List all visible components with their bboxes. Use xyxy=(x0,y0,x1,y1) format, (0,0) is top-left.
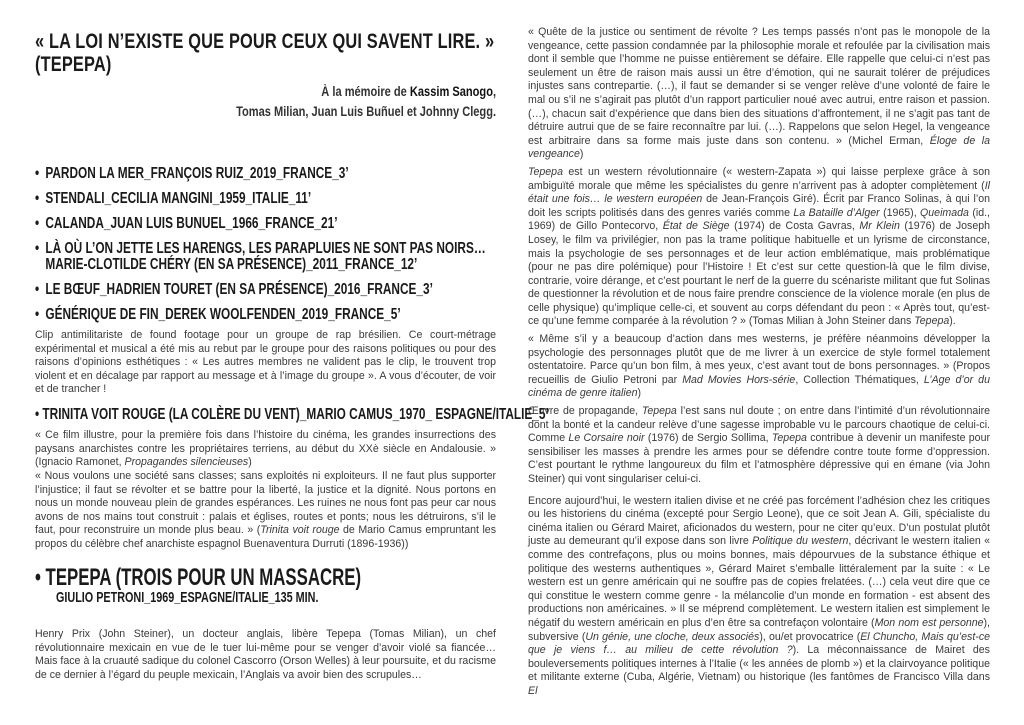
dedication-prefix: À la mémoire de xyxy=(321,84,410,99)
text: ) xyxy=(637,387,642,400)
bullet-icon: • xyxy=(35,306,40,323)
text: de Jean-François Giré). Écrit par Franco Solinas, à qui l’on doit les scripts politisés dans des genres variés comme xyxy=(528,193,990,219)
bullet-icon: • xyxy=(35,190,40,207)
bullet-icon: • xyxy=(35,215,40,232)
ramonet-quote xyxy=(35,429,496,470)
right-column xyxy=(528,26,990,703)
quote-end: ) xyxy=(579,148,584,161)
trinita-title: TRINITA VOIT ROUGE (LA COLÈRE DU VENT)_MARIO CAMUS_1970_ ESPAGNE/ITALIE_5’ xyxy=(42,406,549,423)
film-title-italic: Un génie, une cloche, deux associés xyxy=(585,630,760,643)
text: , Collection Thématiques, xyxy=(795,373,924,386)
film-title: CALANDA_JUAN LUIS BUNUEL_1966_FRANCE_21’ xyxy=(45,215,338,232)
clip-description: Clip antimilitariste de found footage pour un groupe de rap brésilien. Ce court-métrage expérimental et musical a été mis au rebut par le groupe pour des raisons politiques ou pour des raisons d’opinions esthétiques : « Les autres membres ne valident pas le clip, le trouvent trop violent et en décalage par rapport au message et à l’image du groupe ». A vous d’écouter, de voir et de trancher ! xyxy=(35,329,496,396)
quote-end: ) xyxy=(248,456,252,469)
film-title-italic: El xyxy=(528,684,538,697)
text: Œuvre de propagande, xyxy=(528,405,642,418)
text: ), subversive ( xyxy=(528,616,991,643)
film-item xyxy=(35,191,479,207)
film-title-italic: Mr Klein xyxy=(859,220,900,233)
bullet-icon: • xyxy=(35,281,40,298)
film-title-italic: Tepepa xyxy=(914,315,950,328)
trinita-heading xyxy=(35,406,549,423)
film-title-italic: Tepepa xyxy=(641,405,677,418)
film-title-italic: Trinita voit rouge xyxy=(260,524,340,537)
bullet-icon: • xyxy=(35,406,43,423)
film-title-italic: État de Siège xyxy=(662,220,730,233)
text: contribue à devenir un manifeste pour sensibiliser les masses à prendre les armes pour se défendre contre toute forme d’oppression. C’est pourtant le rythme langoureux du film et l’atmosphère dépressive qui en émane (via John Steiner) qui vont singulariser celui-ci. xyxy=(528,432,990,485)
western-italien-paragraph xyxy=(528,495,990,699)
text: , décrivant le western italien « comme des contrefaçons, plus ou moins bonnes, mais dépourvues de la substance éthique et politique des westerns authentiques », Gérard Mairet s’emballe littéralement par la suite : « Le western est un genre américain qui ne souffre pas de copies frelatées. (…) cela veut dire que ce qui constitue le western comme genre - la mélancolie d’un monde en formation - est absent des productions non américaines. » Il se méprend complètement. Le western italien est simplement le négatif du western américain en plus d’en être sa contrefaçon volontaire ( xyxy=(528,535,990,629)
film-title: LÀ OÙ L’ON JETTE LES HARENGS, LES PARAPLUIES NE SONT PAS NOIRS… xyxy=(45,240,486,257)
tepepa-synopsis: Henry Prix (John Steiner), un docteur anglais, libère Tepepa (Tomas Milian), un chef révolutionnaire mexicain en vue de le tuer lui-même pour se venger d’avoir violé sa fiancée… Mais face à la cruauté sadique du colonel Cascorro (Orson Welles) à leur poursuite, et du racisme de ce dernier à l’égard du peuple mexicain, l’Anglais va avoir bien des scrupules… xyxy=(35,628,496,681)
erman-quote xyxy=(528,26,990,162)
dedication xyxy=(0,82,512,122)
text: ), ou/et provocatrice ( xyxy=(759,630,861,643)
dedication-comma: , xyxy=(492,84,496,99)
bullet-icon: • xyxy=(35,240,40,257)
film-title: GÉNÉRIQUE DE FIN_DEREK WOOLFENDEN_2019_FRANCE_5’ xyxy=(45,306,401,323)
collection-title: L’Age d’or du cinéma de genre italien xyxy=(528,373,990,400)
film-title-italic: Tepepa xyxy=(771,432,807,445)
tepepa-subheading: GIULIO PETRONI_1969_ESPAGNE/ITALIE_135 MIN. xyxy=(56,589,319,606)
film-title: PARDON LA MER_FRANÇOIS RUIZ_2019_FRANCE_3’ xyxy=(45,165,349,182)
page-title: « LA LOI N’EXISTE QUE POUR CEUX QUI SAVENT LIRE. » (TEPEPA) xyxy=(35,30,495,76)
film-title-italic: La Bataille d’Alger xyxy=(793,206,880,219)
quote-end: de Mario Camus empruntant les propos du célèbre chef anarchiste espagnol Buenaventura Durruti (1896-1936)) xyxy=(35,524,496,550)
durruti-quote xyxy=(35,470,496,552)
text: (1974) de Costa Gavras, xyxy=(729,220,860,233)
bullet-icon: • xyxy=(35,165,40,182)
text: ). xyxy=(949,315,956,328)
quote-source: Éloge de la vengeance xyxy=(528,134,990,161)
book-title: Politique du western xyxy=(752,535,849,548)
bullet-icon: • xyxy=(35,564,46,591)
quote-text: « Même s’il y a beaucoup d’action dans mes westerns, je préfère néanmoins développer la psychologie des personnages plutôt que de me livrer à un exercice de style formel totalement ostentatoire. Parce qu’un bon film, à mes yeux, c’est avant tout de bons personnages. » (Propos recueillis de Giulio Petroni par xyxy=(528,333,990,386)
text: (1976) de Sergio Sollima, xyxy=(644,432,772,445)
text: (1965), xyxy=(879,206,921,219)
film-title: STENDALI_CECILIA MANGINI_1959_ITALIE_11’ xyxy=(45,190,312,207)
dedication-name: Kassim Sanogo xyxy=(409,84,493,99)
book-title: Il était une fois… le western européen xyxy=(528,179,990,206)
quote-text: « Nous voulons une société sans classes; sans exploités ni exploiteurs. Il ne faut plus supporter l’injustice; il faut se révolter et se battre pour la liberté, la justice et la dignité. Nous portons en nous un monde nouveau plein de grandes espérances. Les ruines ne nous font pas peur car nous avons de nos mains tout construit : palais et églises, routes et ponts; nous les détruirons, s’il le faut, pour reconstruire un monde plus beau. » ( xyxy=(35,470,496,537)
text: est un western révolutionnaire (« western-Zapata ») qui laisse perplexe grâce à son ambiguïté morale que même les spécialistes du genre n’arrivent pas à adopter complètement ( xyxy=(528,165,990,192)
text: l’est sans nul doute ; on entre dans l’intimité d’un révolutionnaire dont la bonté et la candeur relève d’une sagesse improbable vu le parcours chaotique de celui-ci. Comme xyxy=(528,405,991,445)
film-item xyxy=(35,216,479,232)
film-title-line2: MARIE-CLOTILDE CHÉRY (EN SA PRÉSENCE)_2011_FRANCE_12’ xyxy=(45,256,418,273)
film-title-italic: Tepepa xyxy=(528,165,563,178)
text: Encore aujourd’hui, le western italien divise et ne créé pas forcément l’adhésion chez les critiques ou les historiens du cinéma (excepté pour Sergio Leone), que ce soit Jean A. Gili, spécialiste du cinéma italien ou Gérard Mairet, aficionados du western, pour ne citer qu’eux. D’un postulat plutôt juste au demeurant qu’il expose dans son livre xyxy=(528,494,990,548)
quote-source: Propagandes silencieuses xyxy=(124,456,249,469)
film-title-italic: El Chuncho, Mais qu’est-ce que je viens f… au milieu de cette révolution ? xyxy=(528,630,991,657)
tepepa-title: TEPEPA (TROIS POUR UN MASSACRE) xyxy=(45,564,362,591)
quote-text: « Ce film illustre, pour la première fois dans l’histoire du cinéma, les grandes insurrections des paysans anarchistes contre les propriétaires terriens, au début du XXè siècle en Andalousie. » (Ignacio Ramonet, xyxy=(35,429,496,469)
petroni-quote xyxy=(528,333,990,401)
film-title-italic: Le Corsaire noir xyxy=(568,432,645,445)
magazine-title: Mad Movies Hors-série xyxy=(682,373,796,386)
film-item xyxy=(35,282,479,298)
text: (id., 1969) de Gillo Pontecorvo, xyxy=(528,206,990,233)
film-title-italic: Queimada xyxy=(920,206,969,219)
tepepa-analysis xyxy=(528,166,990,329)
propaganda-paragraph xyxy=(528,405,990,487)
film-item xyxy=(35,166,479,182)
text: (1976) de Joseph Losey, le film va privilégier, non pas la trame politique habituelle et un lyrisme de circonstance, mais la psychologie de ses personnages et de leur action emblématique, mais problématique (pour ne pas dire polémique) pour l’Histoire ! Et c’est sur cette question-là que le film divise, contrarie, voire dérange, et c’est pourtant le nerf de la guerre du scénariste militant que fut Solinas de questionner la révolution et de nous faire prendre conscience de la violence morale (en plus de celle physique) qu’implique celle-ci, et souvent au corps défendant du peon : « Après tout, qu’est-ce qu’une femme comparée à la révolution ? » (Tomas Milian à John Steiner dans xyxy=(528,220,991,328)
film-item xyxy=(35,240,486,273)
text: ). La méconnaissance de Mairet des bouleversements politiques internes à l’Italie (« les années de plomb ») et la clairvoyance politique et militante externe (Cuba, Algérie, Vietnam) ou historique (les fantômes de Francisco Villa dans xyxy=(528,644,990,684)
tepepa-heading xyxy=(35,566,385,590)
film-title: LE BŒUF_HADRIEN TOURET (EN SA PRÉSENCE)_2016_FRANCE_3’ xyxy=(45,281,433,298)
film-item xyxy=(35,307,479,323)
dedication-line2: Tomas Milian, Juan Luis Buñuel et Johnny Clegg. xyxy=(236,104,496,119)
quote-text: « Quête de la justice ou sentiment de révolte ? Les temps passés n’ont pas le monopole de la vengeance, cette passion condamnée par la philosophie morale et refoulée par la civilisation mais dont il semble que l’homme ne puisse entièrement se défaire. Elle rappelle que celui-ci n’est pas seulement un être de raison mais aussi un être d’émotion, qui ne saurait tolérer de préjudices injustes sans contrepartie. (…), il faut se demander si se venger relève d’une volonté de faire le mal ou s’il ne s’agirait pas plutôt d’un rapport particulier noué avec autrui, entre raison et passion. (…), chacun sait d’expérience que dans bien des situations d’affrontement, il ne s’agit pas tant de détruire autrui que de se faire reconnaître par lui. (…). Rappelons que selon Hegel, la vengeance est arbitraire dans sa forme mais juste dans son contenu. » (Michel Erman, xyxy=(528,26,990,147)
film-title-italic: Mon nom est personne xyxy=(874,616,984,629)
